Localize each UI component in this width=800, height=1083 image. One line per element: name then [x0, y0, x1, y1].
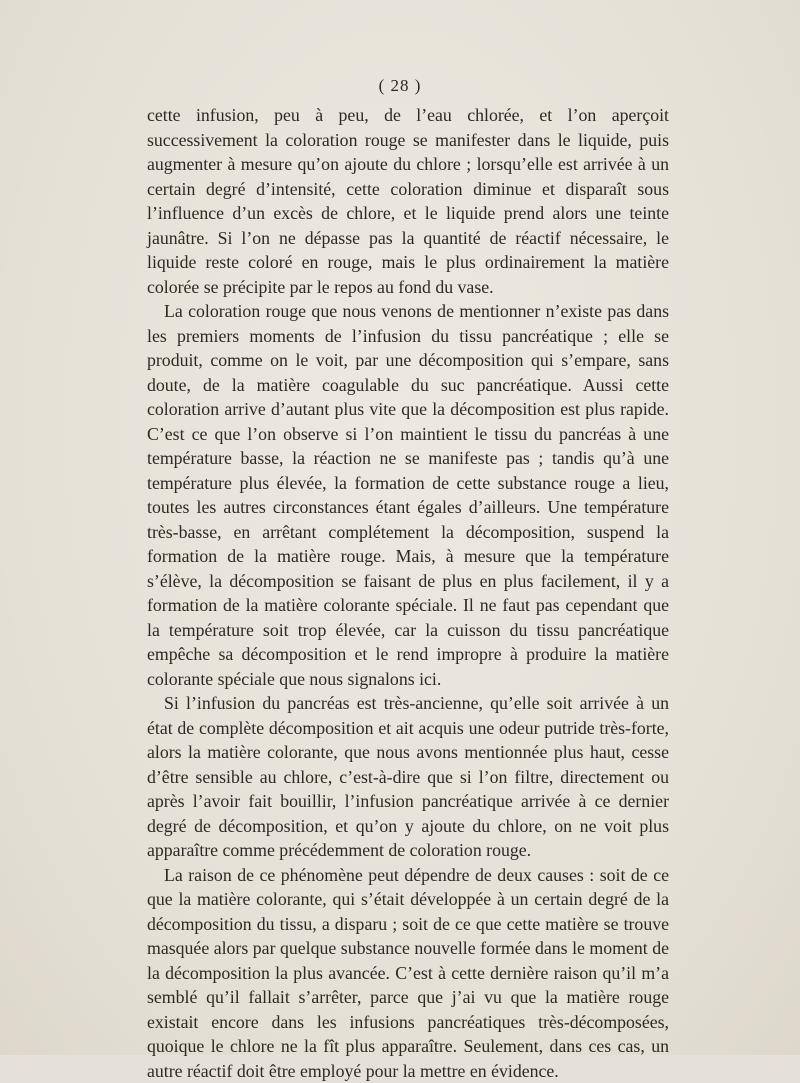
paragraph-1: cette infusion, peu à peu, de l’eau chlorée, et l’on aperçoit successivement la coloration rouge se manifester dans le liquide, puis augmenter à mesure qu’on ajoute du chlore ; lorsqu’elle est arrivée à un certain degré d’intensité, cette coloration diminue et disparaît sous l’influence d’un excès de chlore, et le liquide prend alors une teinte jaunâtre. Si l’on ne dépasse pas la quantité de réactif nécessaire, le liquide reste coloré en rouge, mais le plus ordinairement la matière colorée se précipite par le repos au fond du vase. — [147, 103, 669, 299]
page-number: ( 28 ) — [0, 76, 800, 96]
paragraph-4: La raison de ce phénomène peut dépendre de deux causes : soit de ce que la matière colorante, qui s’était développée à un certain degré de la décomposition du tissu, a disparu ; soit de ce que cette matière se trouve masquée alors par quelque substance nouvelle formée dans le moment de la décomposition la plus avancée. C’est à cette dernière raison qu’il m’a semblé qu’il fallait s’arrêter, parce que j’ai vu que la matière rouge existait encore dans les infusions pancréatiques très-décomposées, quoique le chlore ne la fît plus apparaître. Seulement, dans ces cas, un autre réactif doit être employé pour la mettre en évidence. — [147, 863, 669, 1083]
paragraph-3: Si l’infusion du pancréas est très-ancienne, qu’elle soit arrivée à un état de complète décomposition et ait acquis une odeur putride très-forte, alors la matière colorante, que nous avons mentionnée plus haut, cesse d’être sensible au chlore, c’est-à-dire que si l’on filtre, directement ou après l’avoir fait bouillir, l’infusion pancréatique arrivée à ce dernier degré de décomposition, et qu’on y ajoute du chlore, on ne voit plus apparaître comme précédemment de coloration rouge. — [147, 691, 669, 863]
paragraph-2: La coloration rouge que nous venons de mentionner n’existe pas dans les premiers moments de l’infusion du tissu pancréatique ; elle se produit, comme on le voit, par une décomposition qui s’empare, sans doute, de la matière coagulable du suc pancréatique. Aussi cette coloration arrive d’autant plus vite que la décomposition est plus rapide. C’est ce que l’on observe si l’on maintient le tissu du pancréas à une température basse, la réaction ne se manifeste pas ; tandis qu’à une température plus élevée, la formation de cette substance rouge a lieu, toutes les autres circonstances étant égales d’ailleurs. Une température très-basse, en arrêtant complétement la décomposition, suspend la formation de la matière rouge. Mais, à mesure que la température s’élève, la décomposition se faisant de plus en plus facilement, il y a formation de la matière colorante spéciale. Il ne faut pas cependant que la température soit trop élevée, car la cuisson du tissu pancréatique empêche sa décomposition et le rend impropre à produire la matière colorante spéciale que nous signalons ici. — [147, 299, 669, 691]
body-text — [147, 103, 669, 1083]
